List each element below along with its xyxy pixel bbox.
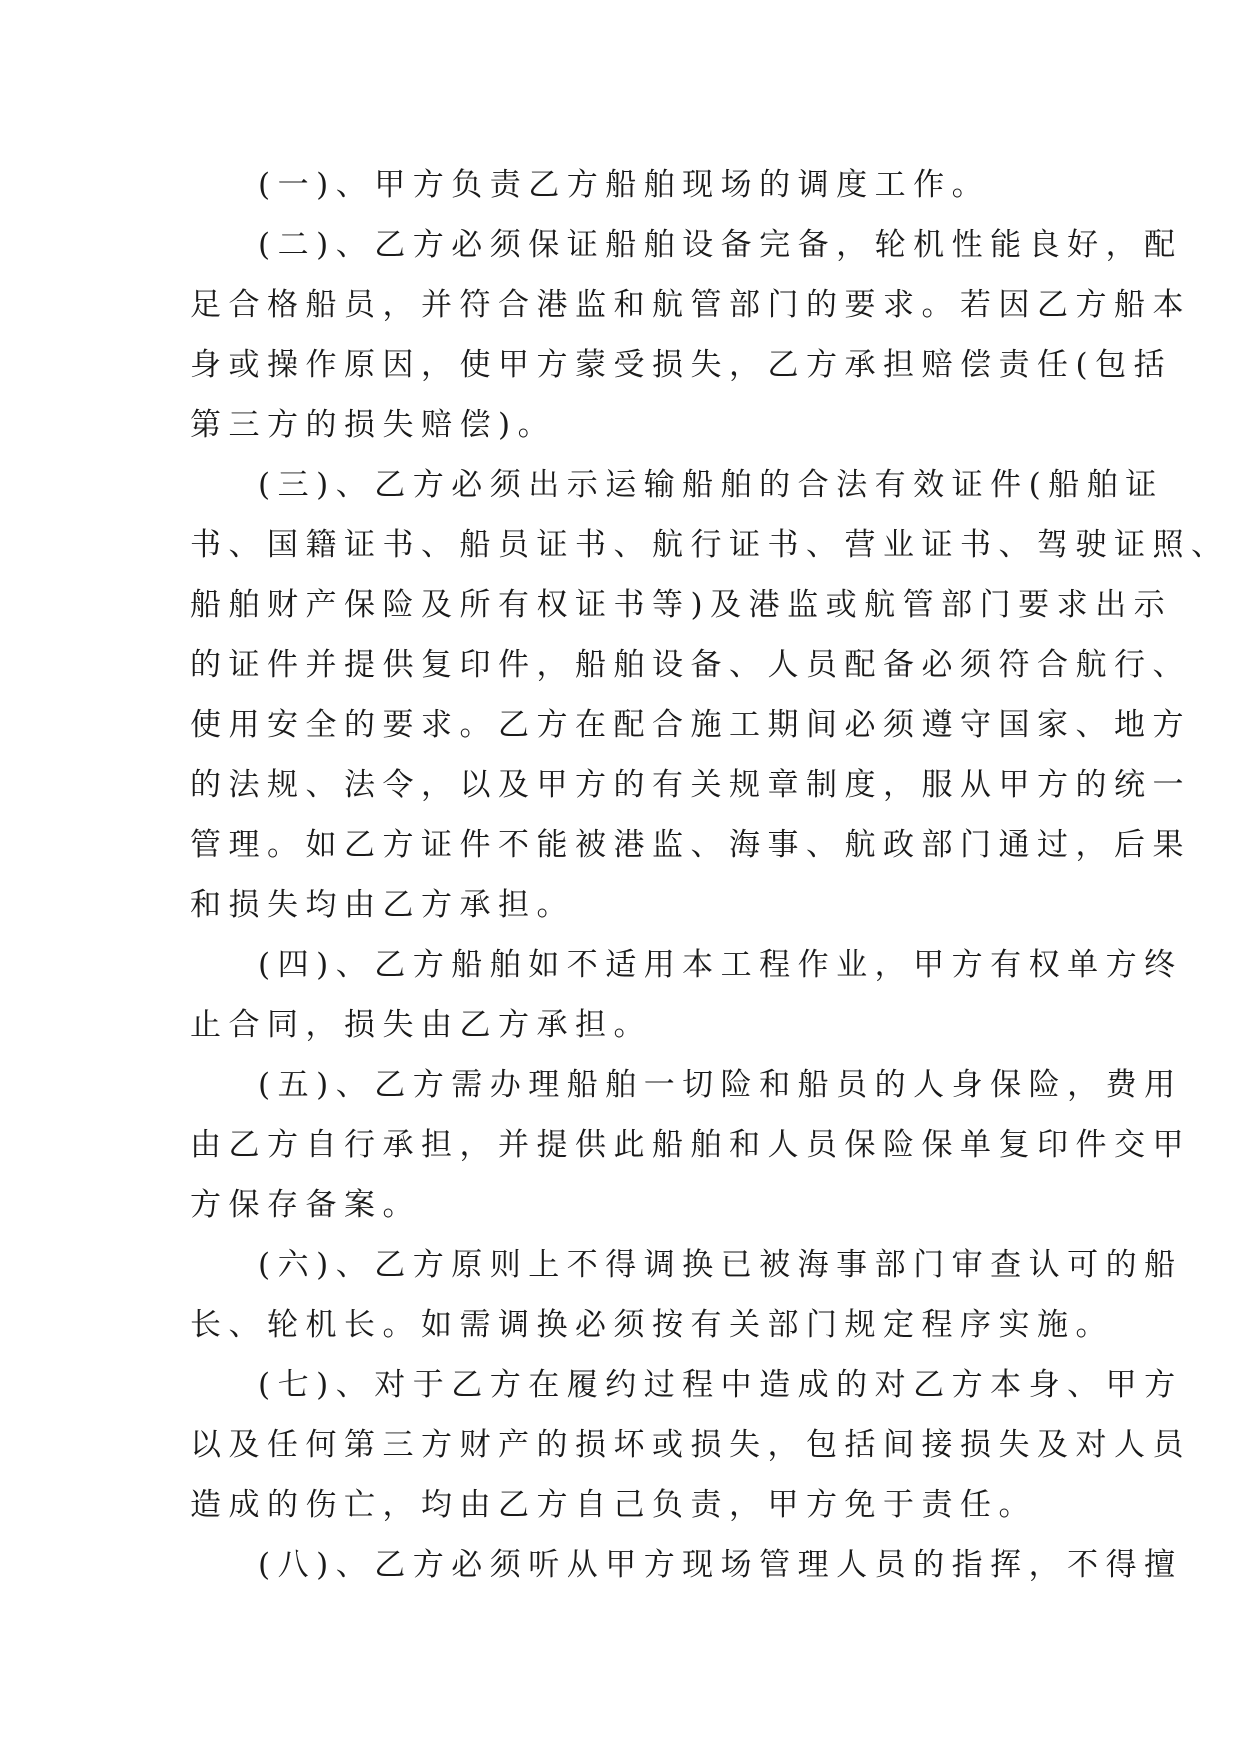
paragraph-line: (四)、乙方船舶如不适用本工程作业，甲方有权单方终 — [258, 947, 1183, 983]
paragraph-line: 足合格船员，并符合港监和航管部门的要求。若因乙方船本 — [190, 287, 1191, 323]
paragraph-line: 由乙方自行承担，并提供此船舶和人员保险保单复印件交甲 — [190, 1127, 1191, 1163]
clause-paragraph — [190, 1535, 1183, 1595]
document-body — [190, 155, 1230, 1595]
paragraph-line: 书、国籍证书、船员证书、航行证书、营业证书、驾驶证照、 — [190, 527, 1230, 563]
paragraph-line: 方保存备案。 — [190, 1187, 421, 1223]
paragraph-line: 和损失均由乙方承担。 — [190, 887, 575, 923]
paragraph-line: 造成的伤亡，均由乙方自己负责，甲方免于责任。 — [190, 1487, 1037, 1523]
paragraph-line: 长、轮机长。如需调换必须按有关部门规定程序实施。 — [190, 1307, 1114, 1343]
clause-paragraph — [190, 215, 1191, 455]
paragraph-line: 以及任何第三方财产的损坏或损失，包括间接损失及对人员 — [190, 1427, 1191, 1463]
clause-paragraph — [190, 455, 1230, 935]
paragraph-line: (七)、对于乙方在履约过程中造成的对乙方本身、甲方 — [258, 1367, 1183, 1403]
paragraph-line: 的法规、法令，以及甲方的有关规章制度，服从甲方的统一 — [190, 767, 1191, 803]
paragraph-line: (八)、乙方必须听从甲方现场管理人员的指挥，不得擅 — [258, 1547, 1183, 1583]
paragraph-line: 使用安全的要求。乙方在配合施工期间必须遵守国家、地方 — [190, 707, 1191, 743]
paragraph-line: 身或操作原因，使甲方蒙受损失，乙方承担赔偿责任(包括 — [190, 347, 1173, 383]
paragraph-line: 管理。如乙方证件不能被港监、海事、航政部门通过，后果 — [190, 827, 1191, 863]
clause-paragraph — [190, 155, 1060, 215]
paragraph-line: (五)、乙方需办理船舶一切险和船员的人身保险，费用 — [258, 1067, 1183, 1103]
paragraph-line: 船舶财产保险及所有权证书等)及港监或航管部门要求出示 — [190, 587, 1173, 623]
clause-paragraph — [190, 935, 1183, 1055]
paragraph-line: (六)、乙方原则上不得调换已被海事部门审查认可的船 — [258, 1247, 1183, 1283]
paragraph-line: (二)、乙方必须保证船舶设备完备，轮机性能良好，配 — [258, 227, 1183, 263]
paragraph-line: (一)、甲方负责乙方船舶现场的调度工作。 — [258, 167, 991, 203]
clause-paragraph — [190, 1235, 1183, 1355]
paragraph-line: (三)、乙方必须出示运输船舶的合法有效证件(船舶证 — [258, 467, 1164, 503]
clause-paragraph — [190, 1355, 1191, 1535]
paragraph-line: 的证件并提供复印件，船舶设备、人员配备必须符合航行、 — [190, 647, 1191, 683]
clause-paragraph — [190, 1055, 1191, 1235]
paragraph-line: 止合同，损失由乙方承担。 — [190, 1007, 652, 1043]
paragraph-line: 第三方的损失赔偿)。 — [190, 407, 557, 443]
